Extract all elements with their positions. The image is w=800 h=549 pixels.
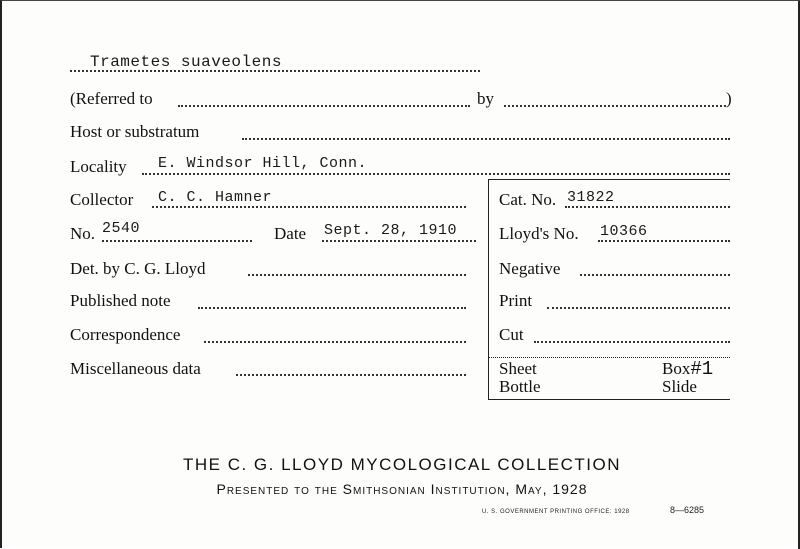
collection-subtitle (2, 481, 800, 497)
by-line (504, 105, 726, 107)
misc-data-label: Miscellaneous data (70, 359, 201, 378)
referred-to-label: (Referred to (70, 89, 153, 108)
no-value: 2540 (102, 220, 141, 237)
referred-to-line (178, 105, 470, 107)
printer-imprint: U. S. GOVERNMENT PRINTING OFFICE: 1928 (482, 509, 630, 515)
date-label: Date (274, 224, 307, 243)
close-paren: ) (726, 89, 732, 108)
cut-label: Cut (499, 325, 524, 344)
published-note-line (198, 307, 466, 309)
cat-no-line (565, 206, 730, 208)
box-left-border (488, 179, 489, 399)
lloyds-no-label: Lloyd's No. (499, 224, 579, 243)
collector-line (152, 206, 466, 208)
date-line (322, 240, 476, 242)
host-label: Host or substratum (70, 122, 200, 141)
host-line (242, 138, 730, 140)
locality-label: Locality (70, 157, 127, 176)
negative-label: Negative (499, 259, 561, 278)
cat-no-label: Cat. No. (499, 190, 557, 209)
lloyds-no-value: 10366 (600, 223, 648, 240)
date-value: Sept. 28, 1910 (324, 222, 458, 239)
negative-line (580, 274, 730, 276)
by-label: by (477, 89, 494, 108)
cat-no-value: 31822 (567, 189, 615, 206)
misc-data-line (236, 374, 466, 376)
box-label: Box (662, 359, 691, 378)
print-line (547, 307, 730, 309)
no-label: No. (70, 224, 96, 243)
lloyds-no-line (598, 240, 730, 242)
box-label-wrap (662, 359, 713, 379)
box-top-border (488, 179, 730, 180)
locality-value: E. Windsor Hill, Conn. (158, 155, 368, 172)
collector-value: C. C. Hamner (158, 189, 273, 206)
published-note-label: Published note (70, 291, 171, 310)
box-value: #1 (690, 358, 714, 380)
bottle-label: Bottle (499, 377, 541, 396)
slide-label: Slide (662, 377, 697, 396)
collection-subtitle-text: Presented to the Smithsonian Institution, May, 1928 (216, 481, 588, 497)
collector-label: Collector (70, 190, 134, 209)
box-bottom-border (488, 399, 730, 400)
form-number: 8—6285 (670, 505, 705, 515)
det-by-label: Det. by C. G. Lloyd (70, 259, 206, 278)
print-label: Print (499, 291, 533, 310)
det-by-line (248, 274, 466, 276)
collection-title: THE C. G. LLOYD MYCOLOGICAL COLLECTION (182, 455, 621, 474)
locality-line (142, 173, 730, 175)
correspondence-line (204, 341, 466, 343)
species-line (70, 70, 480, 72)
sheet-label: Sheet (499, 359, 537, 378)
species-name: Trametes suaveolens (90, 53, 282, 71)
cut-line (534, 341, 730, 343)
no-line (102, 240, 252, 242)
correspondence-label: Correspondence (70, 325, 181, 344)
